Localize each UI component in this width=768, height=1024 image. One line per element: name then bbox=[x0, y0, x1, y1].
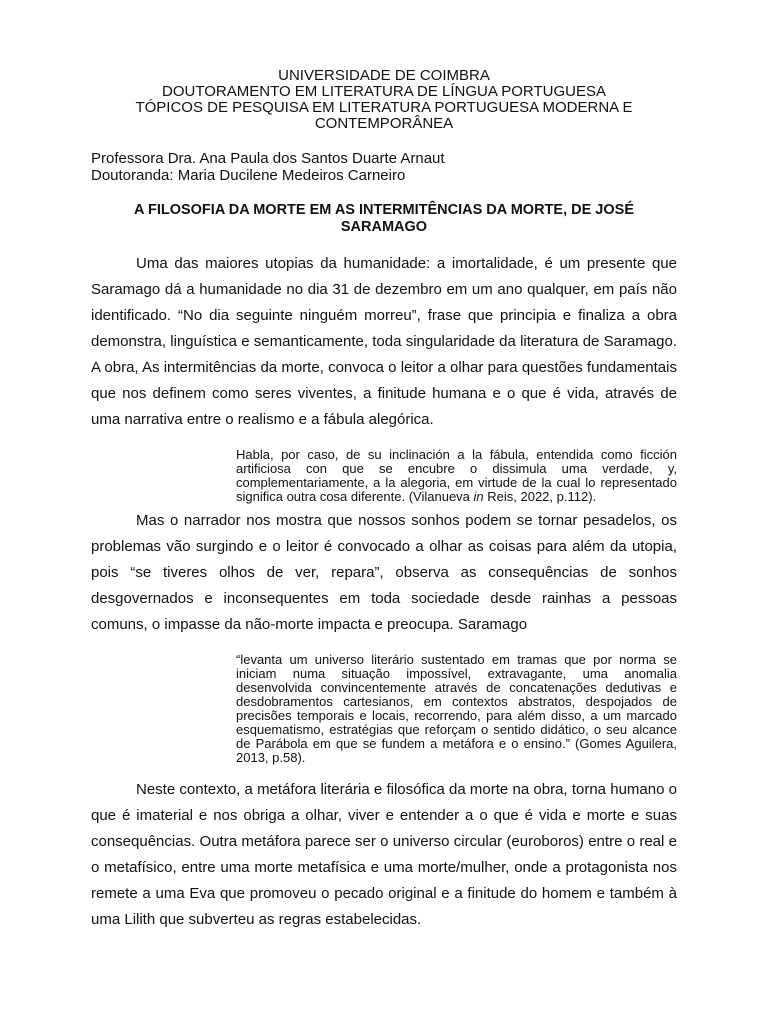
university-name: UNIVERSIDADE DE COIMBRA bbox=[278, 67, 490, 84]
paragraph-2: Mas o narrador nos mostra que nossos sonhos podem se tornar pesadelos, os problemas vão surgindo e o leitor é convocado a olhar as coisas para além da utopia, pois “se tiveres olhos de ver, repara”, observa as consequências de sonhos desgovernados e inconsequentes em toda sociedade desde rainhas a pessoas comuns, o impasse da não-morte impacta e preocupa. Saramago bbox=[91, 512, 677, 633]
professor-name: Professora Dra. Ana Paula dos Santos Duarte Arnaut bbox=[91, 150, 445, 167]
quote-1-citation: Reis, 2022, p.112). bbox=[483, 489, 597, 504]
paragraph-3: Neste contexto, a metáfora literária e filosófica da morte na obra, torna humano o que é imaterial e nos obriga a olhar, viver e entender a o que é vida e morte e suas consequências. Outra metáfora parece ser o universo circular (euroboros) entre o real e o metafísico, entre uma morte metafísica e uma morte/mulher, onde a protagonista nos remete a uma Eva que promoveu o pecado original e a finitude do homem e também à uma Lilith que subverteu as regras estabelecidas. bbox=[91, 781, 677, 928]
paragraph-1: Uma das maiores utopias da humanidade: a imortalidade, é um presente que Saramago dá a humanidade no dia 31 de dezembro em um ano qualquer, em país não identificado. “No dia seguinte ninguém morreu”, frase que principia e finaliza a obra demonstra, linguística e semanticamente, toda singularidade da literatura de Saramago. A obra, As intermitências da morte, convoca o leitor a olhar para questões fundamentais que nos definem como seres viventes, a finitude humana e o que é vida, através de uma narrativa entre o realismo e a fábula alegórica. bbox=[91, 255, 677, 428]
program-name: DOUTORAMENTO EM LITERATURA DE LÍNGUA PORTUGUESA bbox=[162, 83, 606, 100]
quote-1-text: Habla, por caso, de su inclinación a la fábula, entendida como ficción artificiosa con que se encubre o dissimula uma verdade, y, complementariamente, a la alegoria, em virtude de la cual lo representado significa outra cosa diferente. (Vilanueva bbox=[236, 447, 677, 504]
quote-1-italic: in bbox=[473, 489, 484, 504]
institution-header bbox=[91, 0, 677, 132]
author-block bbox=[91, 150, 677, 184]
block-quote-1 bbox=[236, 448, 677, 504]
block-quote-2: “levanta um universo literário sustentado em tramas que por norma se iniciam numa situação impossível, extravagante, uma anomalia desenvolvida convincentemente através de concatenações dedutivas e desdobramentos cartesianos, em contextos abstratos, despojados de precisões temporais e locais, recorrendo, para além disso, a um marcado esquematismo, estratégias que reforçam o sentido didático, o seu alcance de Parábola em que se fundem a metáfora e o ensino.” (Gomes Aguilera, 2013, p.58). bbox=[236, 652, 677, 765]
course-topic-continued: CONTEMPORÂNEA bbox=[314, 115, 454, 132]
student-name: Doutoranda: Maria Ducilene Medeiros Carneiro bbox=[91, 167, 406, 184]
course-topic: TÓPICOS DE PESQUISA EM LITERATURA PORTUGUESA MODERNA E bbox=[135, 99, 633, 116]
essay-title: A FILOSOFIA DA MORTE EM AS INTERMITÊNCIAS DA MORTE, DE JOSÉ SARAMAGO bbox=[134, 202, 634, 235]
